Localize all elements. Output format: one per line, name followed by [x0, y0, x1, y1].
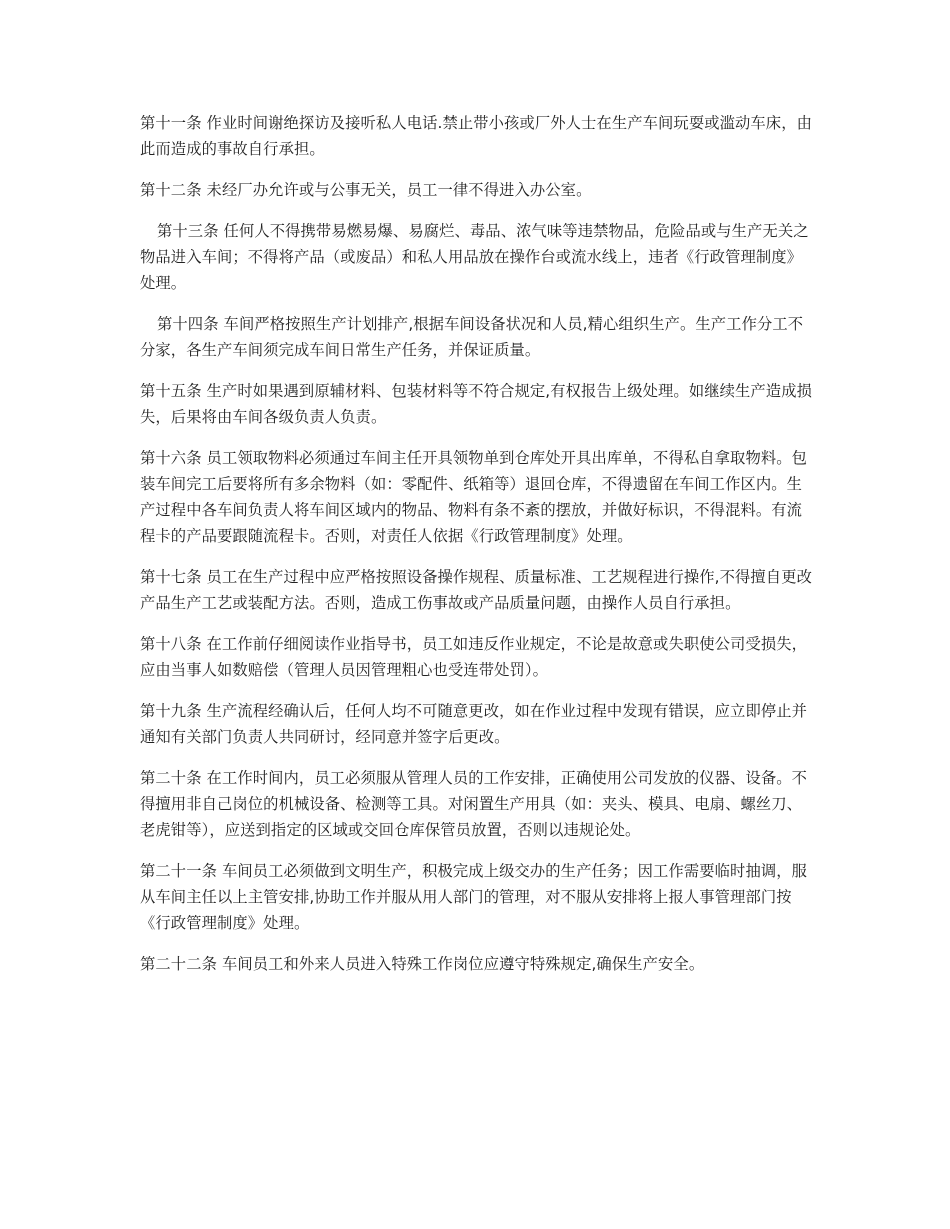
article-12: 第十二条 未经厂办允许或与公事无关，员工一律不得进入办公室。 [140, 181, 592, 199]
article-20: 第二十条 在工作时间内，员工必须服从管理人员的工作安排，正确使用公司发放的仪器、设备。不得擅用非自己岗位的机械设备、检测等工具。对闲置生产用具（如：夹头、模具、电扇、螺丝刀、老虎钳等），应送到指定的区域或交回仓库保管员放置，否则以违规论处。 [140, 769, 808, 839]
article-22: 第二十二条 车间员工和外来人员进入特殊工作岗位应遵守特殊规定,确保生产安全。 [140, 955, 705, 973]
article-19: 第十九条 生产流程经确认后，任何人均不可随意更改，如在作业过程中发现有错误，应立即停止并通知有关部门负责人共同研讨，经同意并签字后更改。 [140, 702, 808, 746]
article-13: 第十三条 任何人不得携带易燃易爆、易腐烂、毒品、浓气味等违禁物品，危险品或与生产无关之物品进入车间；不得将产品（或废品）和私人用品放在操作台或流水线上，违者《行政管理制度》处理。 [140, 222, 809, 292]
document-body [140, 110, 812, 992]
article-18: 第十八条 在工作前仔细阅读作业指导书，员工如违反作业规定，不论是故意或失职使公司受损失，应由当事人如数赔偿（管理人员因管理粗心也受连带处罚）。 [140, 635, 808, 679]
article-11: 第十一条 作业时间谢绝探访及接听私人电话.禁止带小孩或厂外人士在生产车间玩耍或滥动车床，由此而造成的事故自行承担。 [140, 114, 812, 158]
article-14: 第十四条 车间严格按照生产计划排产,根据车间设备状况和人员,精心组织生产。生产工作分工不分家，各生产车间须完成车间日常生产任务，并保证质量。 [140, 315, 804, 359]
article-17: 第十七条 员工在生产过程中应严格按照设备操作规程、质量标准、工艺规程进行操作,不得擅自更改产品生产工艺或装配方法。否则，造成工伤事故或产品质量问题，由操作人员自行承担。 [140, 568, 812, 612]
article-15: 第十五条 生产时如果遇到原辅材料、包装材料等不符合规定,有权报告上级处理。如继续生产造成损失，后果将由车间各级负责人负责。 [140, 382, 812, 426]
article-16: 第十六条 员工领取物料必须通过车间主任开具领物单到仓库处开具出库单，不得私自拿取物料。包装车间完工后要将所有多余物料（如：零配件、纸箱等）退回仓库，不得遗留在车间工作区内。生产过程中各车间负责人将车间区域内的物品、物料有条不紊的摆放，并做好标识，不得混料。有流程卡的产品要跟随流程卡。否则，对责任人依据《行政管理制度》处理。 [140, 449, 808, 545]
article-21: 第二十一条 车间员工必须做到文明生产，积极完成上级交办的生产任务；因工作需要临时抽调，服从车间主任以上主管安排,协助工作并服从用人部门的管理，对不服从安排将上报人事管理部门按《行政管理制度》处理。 [140, 862, 808, 932]
